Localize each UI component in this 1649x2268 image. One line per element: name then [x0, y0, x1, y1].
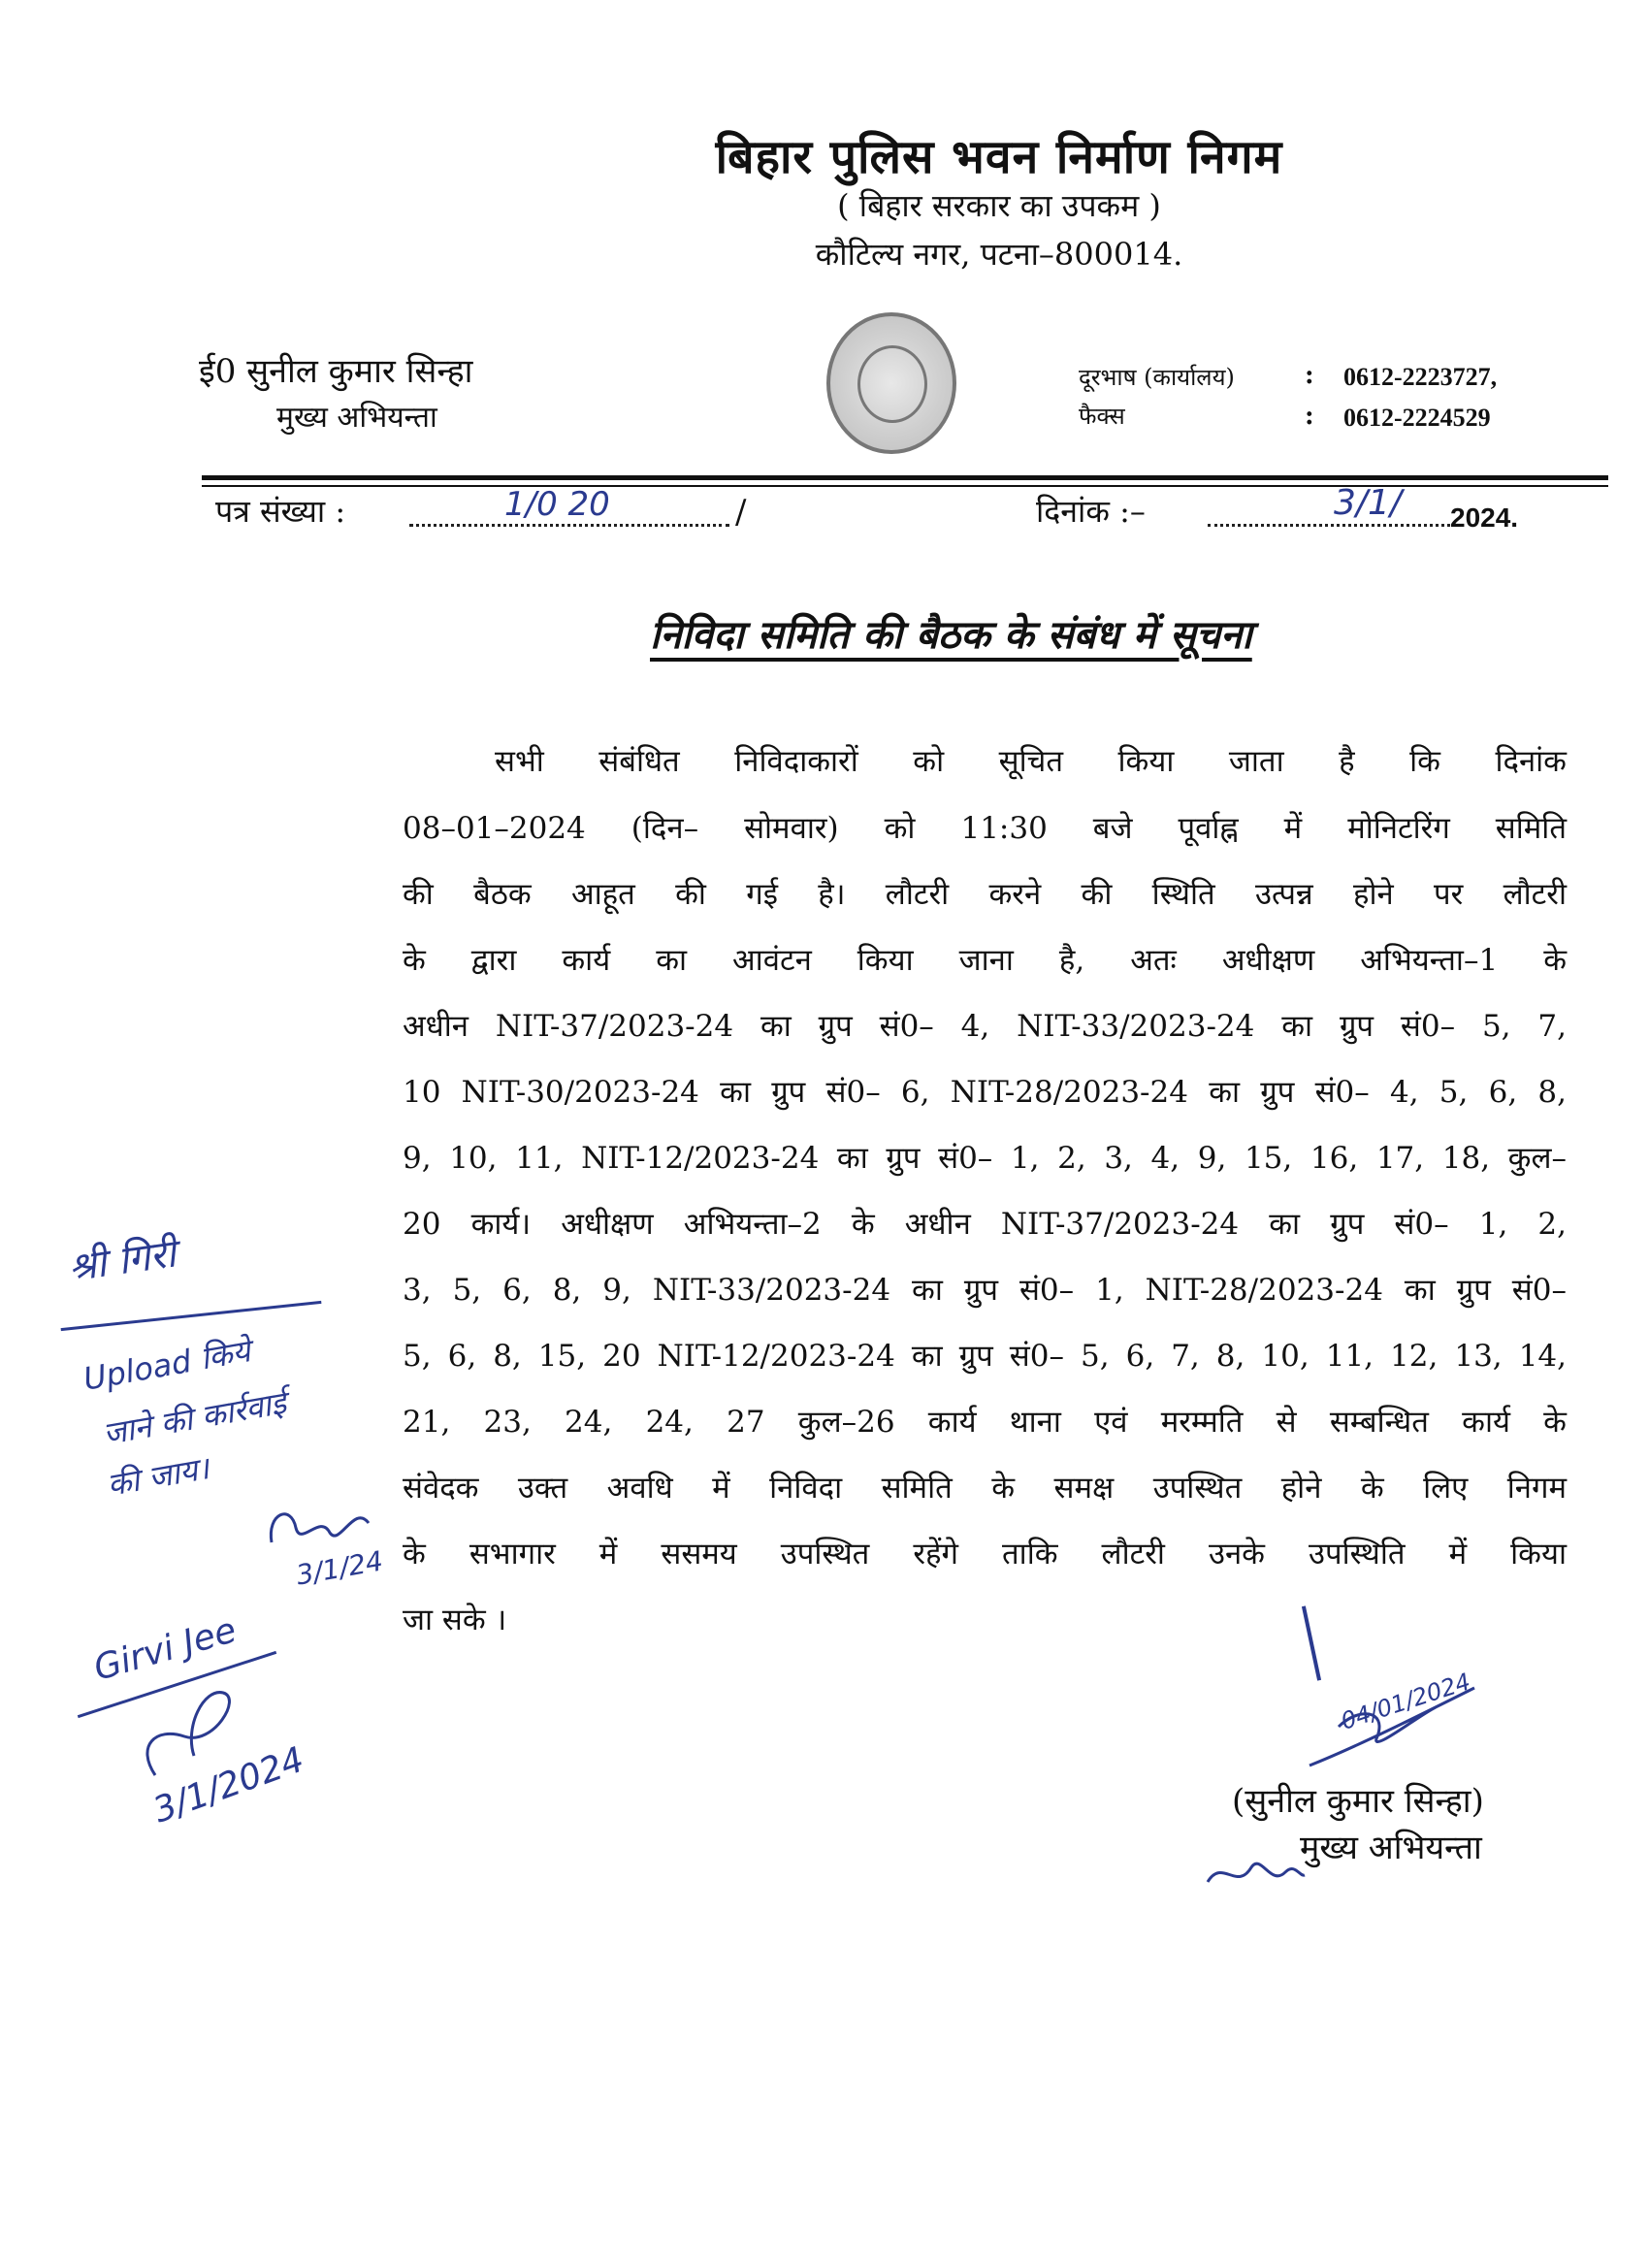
body-line-5: अधीन NIT-37/2023-24 का ग्रुप सं0– 4, NIT-33/2023-24 का ग्रुप सं0– 5, 7,	[403, 1009, 1567, 1044]
body-line-4: के द्वारा कार्य का आवंटन किया जाना है, अतः अधीक्षण अभियन्ता–1 के	[403, 943, 1567, 978]
body-line-1: सभी संबंधित निविदाकारों को सूचित किया जाता है कि दिनांक	[495, 744, 1567, 779]
body-line-9: 3, 5, 6, 8, 9, NIT-33/2023-24 का ग्रुप सं0– 1, NIT-28/2023-24 का ग्रुप सं0–	[403, 1273, 1567, 1308]
margin-note-line-2: Upload किये	[81, 1332, 253, 1398]
signatory-name: (सुनील कुमार सिन्हा)	[1232, 1782, 1484, 1821]
body-line-2: 08–01–2024 (दिन– सोमवार) को 11:30 बजे पूर्वाह्न में मोनिटरिंग समिति	[403, 811, 1567, 846]
org-address: कौटिल्य नगर, पटना–800014.	[815, 236, 1183, 273]
fax-value: 0612-2224529	[1343, 404, 1491, 432]
letter-number-label: पत्र संख्या :	[215, 493, 346, 530]
body-line-14: जा सके ।	[403, 1603, 507, 1637]
fax-label: फैक्स	[1079, 403, 1125, 430]
signature-scribble	[1300, 1649, 1533, 1775]
body-line-10: 5, 6, 8, 15, 20 NIT-12/2023-24 का ग्रुप सं0– 5, 6, 7, 8, 10, 11, 12, 13, 14,	[403, 1339, 1567, 1374]
date-label: दिनांक :–	[1036, 493, 1146, 530]
org-name: बिहार पुलिस भवन निर्माण निगम	[715, 130, 1283, 184]
signatory-initials-scribble	[1203, 1848, 1310, 1896]
margin-note-line-1: श्री गिरी	[65, 1231, 179, 1291]
phone-colon: :	[1305, 361, 1314, 390]
letter-number-handwritten: 1/0 20	[504, 485, 610, 524]
body-line-11: 21, 23, 24, 24, 27 कुल–26 कार्य थाना एवं मरम्मति से सम्बन्धित कार्य के	[403, 1405, 1567, 1440]
phone-value: 0612-2223727,	[1343, 363, 1498, 391]
phone-label: दूरभाष (कार्यालय)	[1079, 364, 1235, 391]
body-line-13: के सभागार में ससमय उपस्थित रहेंगे ताकि लौटरी उनके उपस्थिति में किया	[403, 1537, 1567, 1571]
margin-note-initial-date: 3/1/24	[293, 1544, 386, 1592]
letter-number-slash: /	[735, 493, 747, 532]
body-line-8: 20 कार्य। अधीक्षण अभियन्ता–2 के अधीन NIT-37/2023-24 का ग्रुप सं0– 1, 2,	[403, 1207, 1567, 1242]
body-line-3: की बैठक आहूत की गई है। लौटरी करने की स्थिति उत्पन्न होने पर लौटरी	[403, 877, 1567, 912]
fax-colon: :	[1305, 402, 1314, 431]
date-dotted-line	[1208, 524, 1450, 527]
margin-note-line-4: की जाय।	[104, 1449, 212, 1504]
body-line-12: संवेदक उक्त अवधि में निविदा समिति के समक्ष उपस्थित होने के लिए निगम	[403, 1471, 1567, 1506]
notice-title: निविदा समिति की बैठक के संबंध में सूचना	[650, 612, 1252, 658]
officer-title: मुख्य अभियन्ता	[276, 401, 437, 435]
body-line-6: 10 NIT-30/2023-24 का ग्रुप सं0– 6, NIT-28/2023-24 का ग्रुप सं0– 4, 5, 6, 8,	[403, 1075, 1567, 1110]
org-seal-logo	[826, 312, 956, 454]
body-line-7: 9, 10, 11, NIT-12/2023-24 का ग्रुप सं0– 1, 2, 3, 4, 9, 15, 16, 17, 18, कुल–	[403, 1141, 1567, 1176]
signatory-title: मुख्य अभियन्ता	[1300, 1829, 1482, 1867]
margin-note-date-2: 3/1/2024	[147, 1739, 309, 1831]
date-handwritten: 3/1/	[1334, 483, 1403, 523]
date-year: 2024.	[1450, 502, 1519, 533]
margin-note-line-3: जाने की कार्रवाई	[100, 1383, 289, 1453]
officer-name: ई0 सुनील कुमार सिन्हा	[199, 352, 473, 391]
margin-initials-scribble	[262, 1494, 388, 1562]
org-subtitle: ( बिहार सरकार का उपकम )	[837, 187, 1161, 224]
header-divider	[202, 475, 1608, 480]
seal-inner-ring	[857, 345, 927, 423]
margin-note-2: Girvi Jee	[89, 1610, 242, 1689]
margin-note-underline-1	[61, 1301, 322, 1331]
signature-handwritten-date: 04/01/2024	[1338, 1668, 1474, 1735]
letter-number-dotted-line	[409, 524, 729, 527]
